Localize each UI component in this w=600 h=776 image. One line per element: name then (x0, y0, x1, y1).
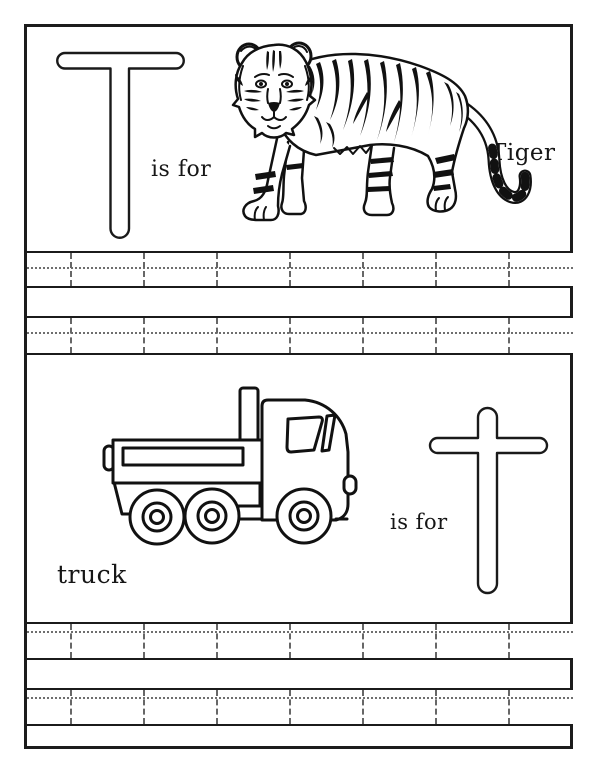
trace-tick (289, 318, 291, 353)
trace-tick (289, 253, 291, 286)
letter-T-outline (50, 46, 192, 246)
trace-tick (70, 318, 72, 353)
truck-wheel (185, 489, 239, 543)
trace-tick (362, 690, 364, 724)
trace-tick (435, 624, 437, 658)
trace-tick (508, 253, 510, 286)
trace-tick (435, 318, 437, 353)
letter-t-outline (426, 402, 551, 598)
trace-tick (216, 253, 218, 286)
trace-tick (216, 318, 218, 353)
trace-tick (216, 624, 218, 658)
trace-tick (289, 624, 291, 658)
word-tiger: Tiger (491, 140, 556, 166)
trace-midline (27, 332, 573, 334)
trace-tick (289, 690, 291, 724)
trace-lines (27, 688, 573, 726)
trace-tick (70, 624, 72, 658)
trace-tick (70, 253, 72, 286)
trace-tick (508, 690, 510, 724)
trace-tick (70, 690, 72, 724)
trace-tick (143, 624, 145, 658)
truck-wheel (277, 489, 331, 543)
trace-tick (143, 253, 145, 286)
trace-lines (27, 316, 573, 355)
trace-tick (508, 318, 510, 353)
trace-tick (435, 690, 437, 724)
trace-midline (27, 697, 573, 699)
trace-midline (27, 631, 573, 633)
trace-tick (508, 624, 510, 658)
trace-tick (362, 318, 364, 353)
tiger-illustration (222, 32, 534, 227)
phrase-is-for-bottom: is for (390, 510, 448, 534)
truck-illustration (100, 382, 365, 552)
truck-wheel (130, 490, 184, 544)
trace-midline (27, 267, 573, 269)
trace-tick (216, 690, 218, 724)
word-truck: truck (57, 560, 127, 589)
phrase-is-for-top: is for (151, 157, 212, 182)
trace-tick (362, 253, 364, 286)
truck-headlight (344, 476, 356, 494)
tiger-tail (464, 108, 525, 197)
trace-tick (362, 624, 364, 658)
trace-lines (27, 251, 573, 288)
trace-lines (27, 622, 573, 660)
trace-tick (143, 690, 145, 724)
trace-tick (143, 318, 145, 353)
trace-tick (435, 253, 437, 286)
